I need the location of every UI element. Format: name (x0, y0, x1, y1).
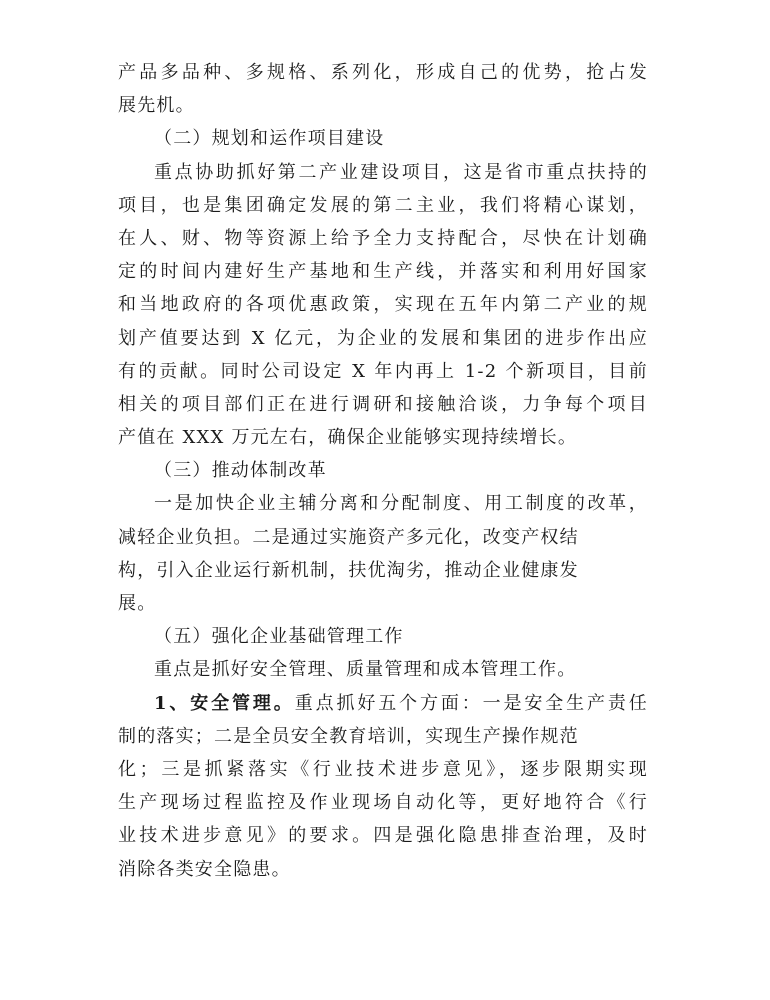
paragraph-line: 有的贡献。同时公司设定 X 年内再上 1-2 个新项目，目前 (118, 360, 648, 382)
paragraph-line: 一是加快企业主辅分离和分配制度、用工制度的改革， (154, 493, 648, 515)
paragraph-line: 产品多品种、多规格、系列化，形成自己的优势，抢占发 (118, 62, 648, 83)
paragraph-line: 制的落实；二是全员安全教育培训，实现生产操作规范 (118, 725, 579, 747)
paragraph-line: 重点协助抓好第二产业建设项目，这是省市重点扶持的 (154, 161, 648, 183)
paragraph-line: 在人、财、物等资源上给予全力支持配合，尽快在计划确 (118, 227, 648, 249)
paragraph-line: 和当地政府的各项优惠政策，实现在五年内第二产业的规 (118, 294, 648, 316)
safety-label: 1、安全管理。 (154, 692, 295, 714)
paragraph-line: 产值在 XXX 万元左右，确保企业能够实现持续增长。 (118, 427, 578, 449)
section-heading-2: （二）规划和运作项目建设 (154, 128, 385, 150)
paragraph-line: 化；三是抓紧落实《行业技术进步意见》，逐步限期实现 (118, 758, 648, 780)
paragraph-line (118, 687, 648, 720)
paragraph-line: 减轻企业负担。二是通过实施资产多元化，改变产权结 (118, 526, 579, 548)
document-page (118, 56, 648, 886)
paragraph-line: 生产现场过程监控及作业现场自动化等，更好地符合《行 (118, 792, 648, 814)
section-heading-5: （五）强化企业基础管理工作 (154, 626, 404, 648)
paragraph-line: 相关的项目部们正在进行调研和接触洽谈，力争每个项目 (118, 393, 648, 415)
section-heading-3: （三）推动体制改革 (154, 460, 327, 482)
paragraph-line: 展。 (118, 593, 157, 614)
paragraph-line: 划产值要达到 X 亿元，为企业的发展和集团的进步作出应 (118, 327, 648, 349)
paragraph-line: 项目，也是集团确定发展的第二主业，我们将精心谋划， (118, 194, 648, 216)
paragraph-line: 定的时间内建好生产基地和生产线，并落实和利用好国家 (118, 261, 648, 283)
paragraph-line: 消除各类安全隐患。 (118, 858, 291, 880)
paragraph-line: 构，引入企业运行新机制，扶优淘劣，推动企业健康发 (118, 559, 579, 581)
paragraph-line: 展先机。 (118, 95, 195, 117)
paragraph-line: 业技术进步意见》的要求。四是强化隐患排查治理，及时 (118, 825, 648, 847)
safety-text: 重点抓好五个方面：一是安全生产责任 (294, 692, 648, 714)
paragraph-line: 重点是抓好安全管理、质量管理和成本管理工作。 (154, 659, 577, 681)
